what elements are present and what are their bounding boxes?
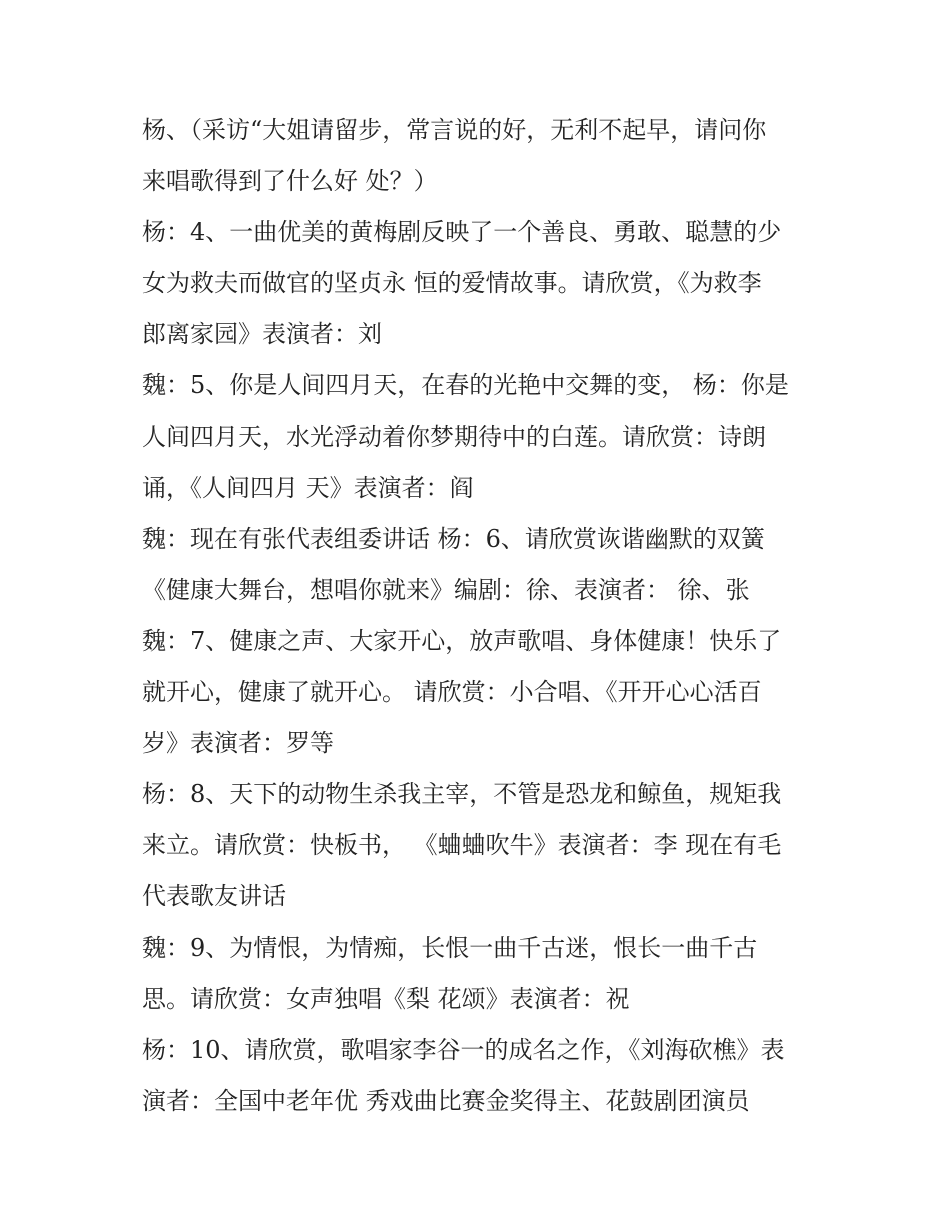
text-line: 魏：5、你是人间四月天，在春的光艳中交舞的变， 杨：你是 [142, 371, 789, 400]
text-line: 杨：10、请欣赏，歌唱家李谷一的成名之作，《刘海砍樵》表 [142, 1035, 785, 1064]
text-line: 人间四月天，水光浮动着你梦期待中的白莲。请欣赏：诗朗 [142, 422, 766, 451]
text-line: 魏：7、健康之声、大家开心，放声歌唱、身体健康！快乐了 [142, 626, 782, 655]
text-line: 杨：8、天下的动物生杀我主宰，不管是恐龙和鲸鱼，规矩我 [142, 780, 782, 809]
document-body [142, 105, 822, 1127]
text-line: 思。请欣赏：女声独唱《梨 花颂》表演者：祝 [142, 984, 630, 1013]
text-line: 郎离家园》表演者：刘 [142, 320, 382, 349]
text-line: 诵，《人间四月 天》表演者：阎 [142, 473, 474, 502]
text-line: 代表歌友讲话 [142, 882, 286, 911]
text-line: 魏：现在有张代表组委讲话 杨：6、请欣赏诙谐幽默的双簧 [142, 524, 765, 553]
text-line: 女为救夫而做官的坚贞永 恒的爱情故事。请欣赏，《为救李 [142, 269, 762, 298]
text-line: 来唱歌得到了什么好 处？） [142, 167, 438, 196]
text-line: 魏：9、为情恨，为情痴，长恨一曲千古迷，恨长一曲千古 [142, 933, 758, 962]
text-line: 岁》表演者：罗等 [142, 729, 334, 758]
text-line: 杨、（采访“大姐请留步，常言说的好，无利不起早，请问你 [142, 116, 767, 144]
text-line: 《健康大舞台，想唱你就来》编剧：徐、表演者： 徐、张 [142, 575, 750, 604]
text-line: 来立。请欣赏：快板书， 《蛐蛐吹牛》表演者：李 现在有毛 [142, 831, 782, 860]
text-line: 杨：4、一曲优美的黄梅剧反映了一个善良、勇敢、聪慧的少 [142, 218, 782, 247]
text-line: 就开心，健康了就开心。 请欣赏：小合唱、《开开心心活百 [142, 678, 762, 707]
text-line: 演者：全国中老年优 秀戏曲比赛金奖得主、花鼓剧团演员 [142, 1086, 750, 1115]
